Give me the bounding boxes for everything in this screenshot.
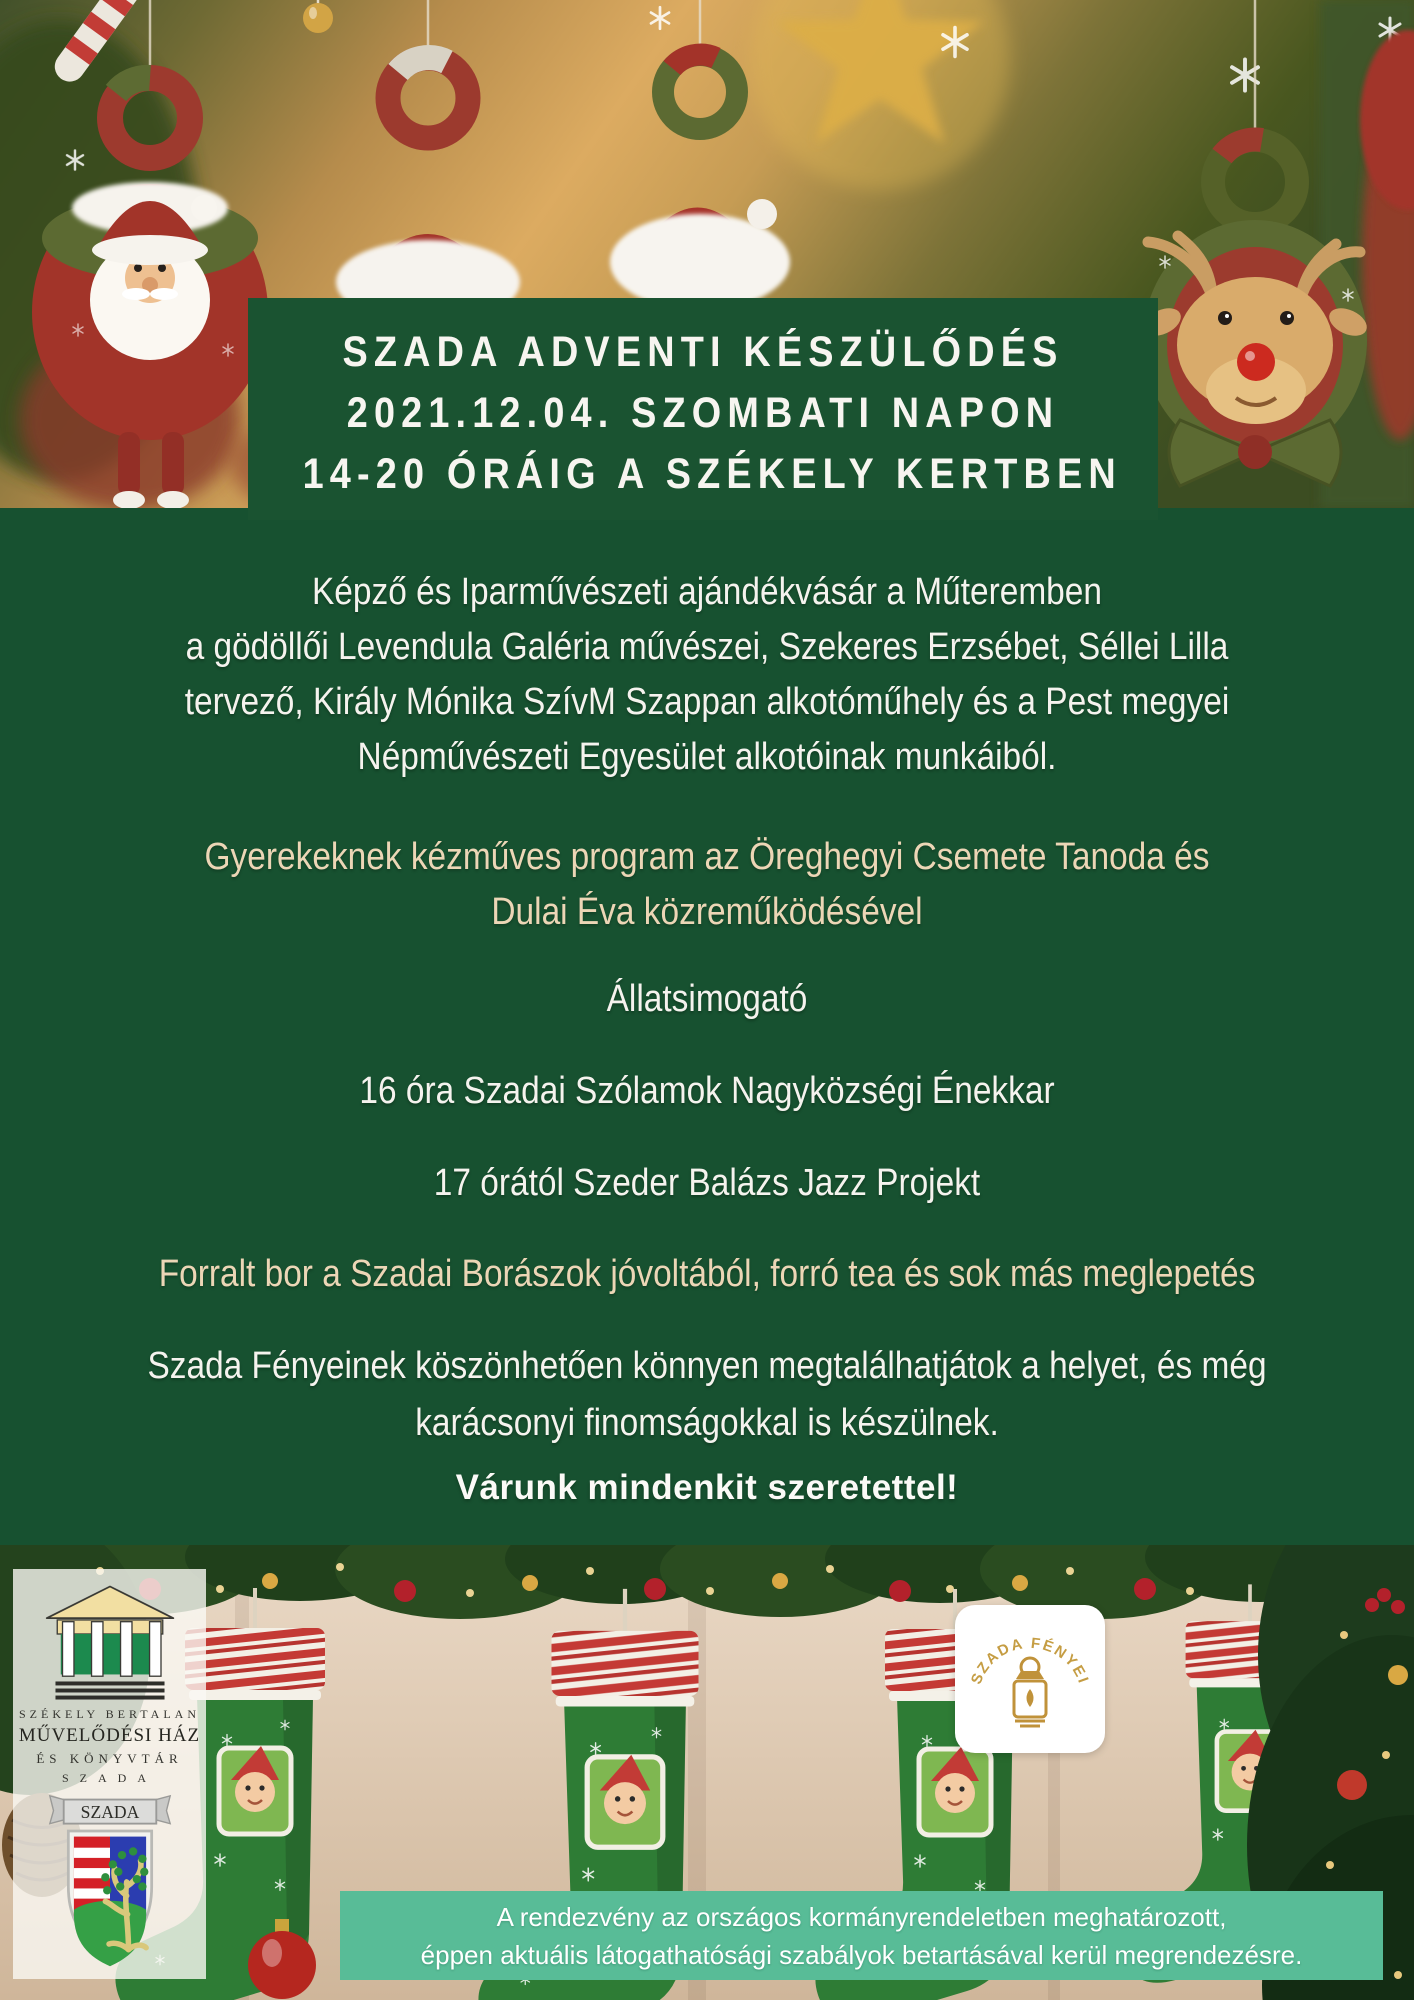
paragraph-art-fair [85, 565, 1329, 785]
szada-fenyei-badge [955, 1605, 1105, 1753]
crest-ribbon-text: SZADA [80, 1801, 139, 1822]
org-name-line-1: SZÉKELY BERTALAN [19, 1706, 200, 1721]
org-name-line-4: SZADA [61, 1770, 157, 1785]
paragraph-kids-program [85, 830, 1329, 940]
lantern-icon [1014, 1658, 1046, 1726]
text-line: Népművészeti Egyesület alkotóinak munkáiból. [357, 736, 1057, 778]
szada-fenyei-arc-text: SZADA FÉNYEI [967, 1634, 1093, 1687]
closing-line: Várunk mindenkit szeretettel! [455, 1468, 959, 1507]
culture-house-logo [13, 1569, 206, 1979]
text-line: Állatsimogató [606, 978, 808, 1020]
szada-crest-icon [35, 1794, 185, 1979]
szada-fenyei-logo [955, 1605, 1105, 1753]
org-name-line-2: MŰVELŐDÉSI HÁZ [18, 1724, 201, 1746]
text-line: 17 órától Szeder Balázs Jazz Projekt [433, 1162, 981, 1204]
text-line: tervező, Király Mónika SzívM Szappan alkotóműhely és a Pest megyei [184, 681, 1230, 723]
notice-line-2: éppen aktuális látogathatósági szabályok betartásával kerül megrendezésre. [420, 1939, 1303, 1970]
paragraph-mulled-wine [85, 1247, 1329, 1302]
text-line: a gödöllői Levendula Galéria művészei, Szekeres Erzsébet, Séllei Lilla [185, 626, 1229, 668]
text-line: 16 óra Szadai Szólamok Nagyközségi Énekkar [359, 1070, 1055, 1112]
text-line: Forralt bor a Szadai Borászok jóvoltából, forró tea és sok más meglepetés [158, 1253, 1256, 1295]
temple-icon [35, 1583, 185, 1701]
text-line: karácsonyi finomságokkal is készülnek. [415, 1402, 999, 1444]
text-line: Dulai Éva közreműködésével [491, 891, 923, 933]
poster-title-line-3: 14-20 ÓRÁIG A SZÉKELY KERTBEN [302, 449, 1122, 498]
title-box [248, 298, 1158, 520]
poster-title-line-1: SZADA ADVENTI KÉSZÜLŐDÉS [342, 327, 1064, 376]
text-line: Gyerekeknek kézműves program az Öreghegyi Csemete Tanoda és [204, 836, 1210, 878]
paragraph-szada-fenyei [85, 1338, 1329, 1452]
org-name-line-3: ÉS KÖNYVTÁR [36, 1750, 183, 1766]
poster-title-line-2: 2021.12.04. SZOMBATI NAPON [346, 388, 1060, 437]
paragraph-petting-zoo [85, 972, 1329, 1027]
text-line: Szada Fényeinek köszönhetően könnyen megtalálhatjátok a helyet, és még [147, 1345, 1267, 1387]
covid-notice-banner [340, 1891, 1383, 1980]
paragraph-choir [85, 1064, 1329, 1119]
notice-line-1: A rendezvény az országos kormányrendeletben meghatározott, [496, 1901, 1227, 1932]
text-line: Képző és Iparművészeti ajándékvásár a Műteremben [312, 571, 1102, 613]
paragraph-jazz [85, 1156, 1329, 1211]
